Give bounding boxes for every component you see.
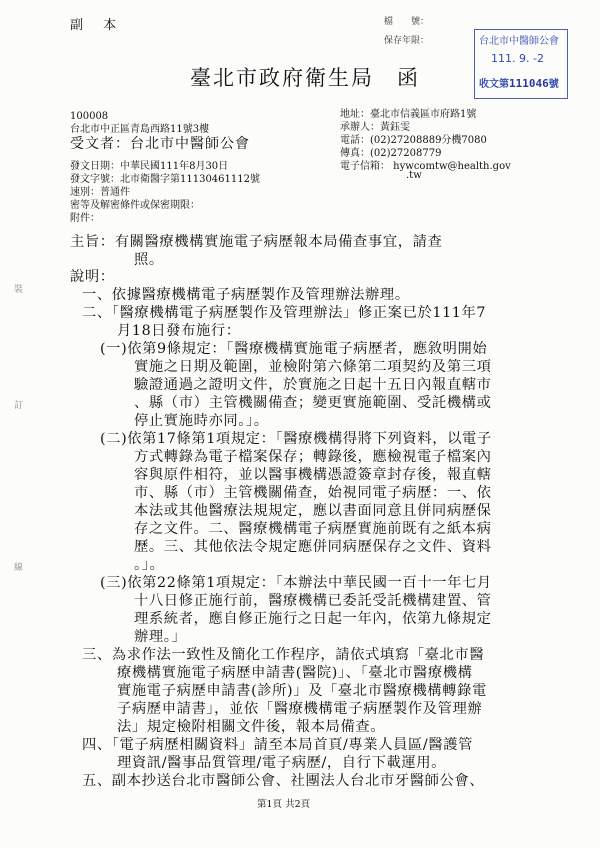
body-line: 驗證通過之證明文件，於實施之日起十五日內報直轄市 xyxy=(134,377,492,393)
explanation-label: 說明： xyxy=(70,269,115,285)
binding-mark: 線 xyxy=(14,563,24,573)
page-number: 第1頁 共2頁 xyxy=(257,799,311,810)
contact-address: 地址：臺北市信義區市府路1號 xyxy=(340,109,477,120)
attachment: 附件： xyxy=(70,213,100,224)
stamp-org: 台北市中醫師公會 xyxy=(479,36,559,47)
subject-line-2: 照。 xyxy=(134,252,164,268)
body-line: 月18日發布施行： xyxy=(117,323,241,339)
body-line: 停止實施時亦同。」。 xyxy=(134,413,269,429)
stamp-receipt-label: 收文第 xyxy=(479,79,509,90)
binding-mark: 裝 xyxy=(14,285,24,295)
body-line: 三、為求作法一致性及簡化工作程序，請依式填寫「臺北市醫 xyxy=(82,647,485,663)
document-number: 發文字號：北市衛醫字第11130461112號 xyxy=(70,174,260,185)
body-line: 市、縣（市）主管機關備查，始視同電子病歷：一、依 xyxy=(134,485,492,501)
body-line: 、縣（市）主管機關備查；變更實施範圍、受託機構或 xyxy=(134,395,492,411)
contact-handler: 承辦人：黃鈺雯 xyxy=(340,122,410,133)
copy-label: 副 本 xyxy=(70,18,125,33)
stamp-receipt-number: 111046 xyxy=(509,77,549,90)
body-line: 理資訊/醫事品質管理/電子病歷/，自行下載運用。 xyxy=(117,755,447,771)
stamp-receipt xyxy=(479,75,559,90)
archive-number-label: 檔 號： xyxy=(384,17,430,27)
body-line: 存之文件。二、醫療機構電子病歷實施前既有之紙本病 xyxy=(134,521,492,537)
body-line: 實施之日期及範圍，並檢附第六條第二項契約及第三項 xyxy=(134,359,492,375)
body-line: 。」。 xyxy=(134,557,165,573)
body-line: 容與原件相符，並以醫事機構憑證簽章封存後，報直轄 xyxy=(134,467,492,483)
subject-line-1: 主旨：有關醫療機構實施電子病歷報本局備查事宜，請查 xyxy=(70,234,443,250)
body-line: 十八日修正施行前，醫療機構已委託受託機構建置、管 xyxy=(134,593,492,609)
receipt-stamp xyxy=(474,29,568,99)
contact-email: 電子信箱： hywcomtw@health.gov xyxy=(340,161,511,172)
postal-code: 100008 xyxy=(70,111,109,122)
recipient: 受文者：台北市中醫師公會 xyxy=(70,136,250,152)
document-title: 臺北市政府衛生局 函 xyxy=(190,66,420,90)
body-line: (一)依第9條規定：「醫療機構實施電子病歷者，應敘明開始 xyxy=(100,341,488,357)
contact-fax: 傳真：(02)27208779 xyxy=(340,148,442,159)
body-line: 本法或其他醫療法規規定，應以書面同意且併同病歷保 xyxy=(134,503,492,519)
body-line: (二)依第17條第1項規定：「醫療機構得將下列資料，以電子 xyxy=(100,431,492,447)
delivery-speed: 速別：普通件 xyxy=(70,187,130,198)
body-line: 子病歷申請書」，並依「醫療機構電子病歷製作及管理辦 xyxy=(117,701,483,717)
body-line: 五、副本抄送台北市醫師公會、社團法人台北市牙醫師公會、 xyxy=(82,773,485,789)
stamp-date: 111. 9. -2 xyxy=(491,52,544,65)
contact-email-cont: .tw xyxy=(406,170,422,181)
body-line: 二、「醫療機構電子病歷製作及管理辦法」修正案已於111年7 xyxy=(82,305,487,321)
body-line: 理系統者，應自修正施行之日起一年內，依第九條規定 xyxy=(134,611,492,627)
body-line: 療機構實施電子病歷申請書(醫院)」、「臺北市醫療機構 xyxy=(117,665,473,681)
body-line: 一、依據醫療機構電子病歷製作及管理辦法辦理。 xyxy=(82,287,410,303)
body-line: 方式轉錄為電子檔案保存；轉錄後，應檢視電子檔案內 xyxy=(134,449,492,465)
body-line: (三)依第22條第1項規定：「本辦法中華民國一百十一年七月 xyxy=(100,575,492,591)
stamp-receipt-suffix: 號 xyxy=(548,79,559,90)
sender-address: 台北市中正區青島西路11號3樓 xyxy=(70,124,210,135)
secrecy-level: 密等及解密條件或保密期限： xyxy=(70,200,200,211)
body-line: 法」規定檢附相關文件後，報本局備查。 xyxy=(117,719,386,735)
body-line: 辦理。」 xyxy=(134,629,187,645)
contact-phone: 電話：(02)27208889分機7080 xyxy=(340,135,487,146)
retention-period-label: 保存年限： xyxy=(384,36,430,46)
issue-date: 發文日期：中華民國111年8月30日 xyxy=(70,161,229,172)
binding-mark: 訂 xyxy=(14,401,24,411)
body-line: 四、「電子病歷相關資料」請至本局首頁/專業人員區/醫護管 xyxy=(82,737,473,753)
body-line: 歷。三、其他依法令規定應併同病歷保存之文件、資料 xyxy=(134,539,492,555)
body-line: 實施電子病歷申請書(診所)」及「臺北市醫療機構轉錄電 xyxy=(117,683,487,699)
